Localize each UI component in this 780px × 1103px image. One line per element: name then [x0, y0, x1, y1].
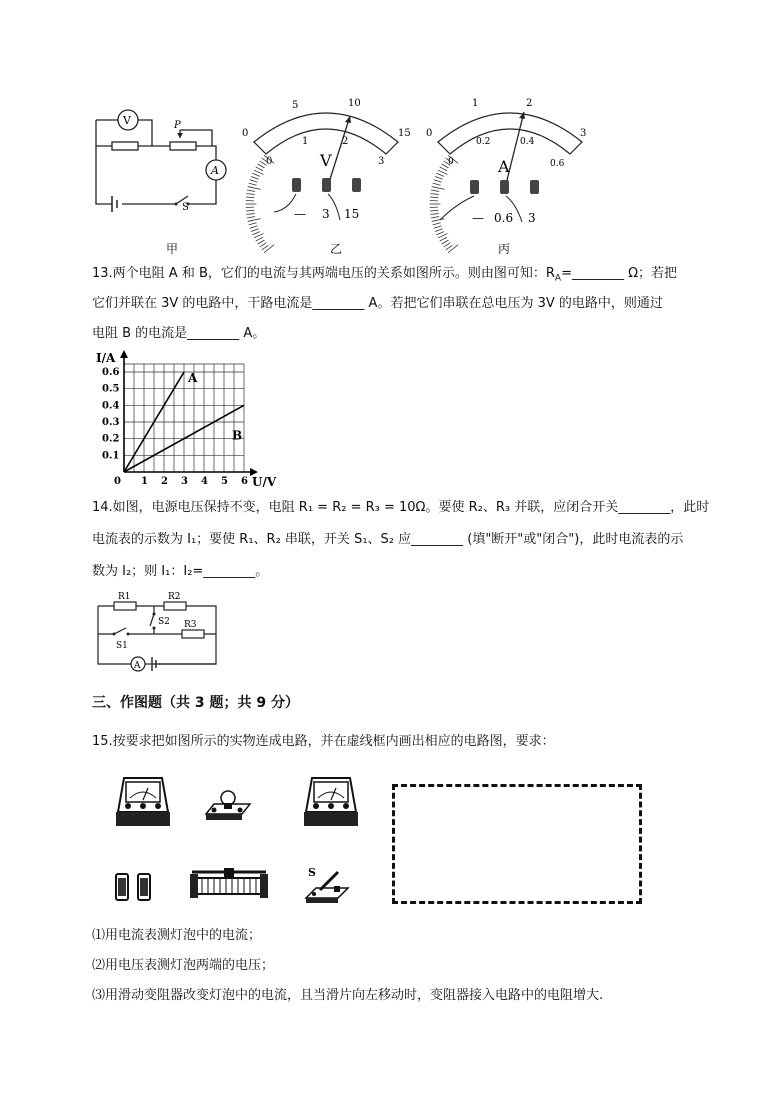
dial-tick — [246, 210, 254, 211]
ammeter-symbol: A — [211, 164, 219, 177]
battery-device-icon — [116, 874, 150, 900]
y-tick-label: 0.5 — [102, 383, 120, 395]
y-axis-title: I/A — [96, 351, 116, 365]
a-inner-04: 0.4 — [520, 137, 535, 147]
dial-tick — [246, 193, 254, 194]
a-outer-3: 3 — [580, 128, 587, 139]
dial-tick — [431, 217, 439, 218]
dial-tick — [260, 243, 267, 247]
dial-tick — [264, 245, 274, 253]
dial-tick — [258, 240, 265, 244]
v-inner-3: 3 — [378, 156, 385, 167]
q15-req1: ⑴用电流表测灯泡中的电流； — [92, 928, 262, 943]
voltmeter-device-icon — [304, 778, 358, 826]
dial-tick — [432, 187, 445, 190]
v-outer-15: 15 — [398, 128, 411, 139]
q13-line1 — [92, 264, 677, 289]
figure-label-jia: 甲 — [166, 242, 179, 256]
q14-line3: 数为 I₂；则 I₁：I₂=________。 — [92, 564, 269, 579]
q15-req2: ⑵用电压表测灯泡两端的电压； — [92, 958, 275, 973]
x-tick-label: 2 — [161, 476, 168, 487]
q13-line1-text: 13.两个电阻 A 和 B，它们的电流与其两端电压的关系如图所示。则由图可知：R — [92, 266, 555, 281]
dial-tick — [440, 237, 447, 241]
q15-equipment-figure — [110, 770, 380, 910]
dial-tick — [431, 190, 439, 191]
circuit-jia-diagram — [92, 108, 232, 218]
dial-tick — [251, 176, 259, 179]
ammeter-label: A — [134, 661, 141, 671]
voltmeter-symbol: V — [123, 114, 131, 127]
switch-label: S — [182, 202, 189, 213]
r3-label: R3 — [184, 620, 197, 630]
a-terminal-3: 3 — [528, 211, 536, 225]
dial-tick — [436, 173, 444, 176]
q15-intro: 15.按要求把如图所示的实物连成电路，并在虚线框内画出相应的电路图，要求： — [92, 734, 555, 749]
rheostat-device-icon — [190, 868, 268, 898]
dial-tick — [436, 232, 444, 235]
v-outer-0: 0 — [242, 128, 249, 139]
dial-tick — [250, 180, 258, 182]
v-terminal-15: 15 — [344, 207, 360, 221]
figure-label-bing: 丙 — [498, 242, 511, 256]
a-inner-0: 0 — [448, 157, 454, 167]
q13-line1-sub: A — [554, 273, 562, 284]
ammeter-device-icon — [116, 778, 170, 826]
dial-tick — [433, 223, 441, 225]
dial-tick — [434, 226, 442, 228]
dial-tick — [432, 219, 445, 222]
section-title: 三、作图题（共 3 题；共 9 分） — [92, 695, 299, 711]
iu-chart — [90, 350, 277, 490]
q13-line1-end: =________ Ω；若把 — [561, 266, 678, 281]
dial-tick — [252, 232, 260, 235]
a-outer-1: 1 — [472, 98, 479, 109]
a-outer-0: 0 — [426, 128, 433, 139]
dial-tick — [430, 210, 438, 211]
y-tick-label: 0.3 — [102, 417, 120, 428]
dial-tick — [448, 245, 458, 253]
switch-device-icon — [306, 866, 348, 903]
x-tick-label: 3 — [181, 476, 188, 487]
lamp-device-icon — [206, 791, 250, 820]
x-tick-label: 6 — [241, 476, 248, 487]
q14-line1: 14.如图，电源电压保持不变，电阻 R₁ = R₂ = R₃ = 10Ω。要使 R₂、R₃ 并联，应闭合开关________，此时 — [92, 500, 710, 515]
q14-circuit-diagram — [94, 590, 224, 672]
voltmeter-dial-symbol: V — [320, 151, 332, 170]
dial-tick — [430, 193, 438, 194]
x-tick-label: 1 — [141, 476, 148, 487]
q13-line2: 它们并联在 3V 的电路中，干路电流是________ A。若把它们串联在总电压为 3V 的电路中，则通过 — [92, 296, 663, 311]
ammeter-dial-diagram — [420, 92, 600, 232]
s2-label: S2 — [158, 617, 170, 627]
dial-tick — [249, 183, 257, 185]
y-axis-arrow — [120, 350, 128, 358]
a-inner-06: 0.6 — [550, 159, 565, 169]
voltmeter-dial-diagram — [236, 92, 416, 232]
x-axis-title: U/V — [252, 475, 277, 489]
x-tick-label: 0 — [114, 476, 121, 487]
dial-tick — [258, 164, 265, 168]
dial-tick — [262, 245, 269, 250]
s1-label: S1 — [116, 641, 128, 651]
y-tick-label: 0.2 — [102, 433, 120, 445]
r1-label: R1 — [118, 592, 131, 602]
dial-tick — [442, 240, 449, 244]
dial-tick — [247, 190, 255, 191]
dial-tick — [251, 229, 259, 232]
series-A-label: A — [188, 371, 198, 385]
a-outer-2: 2 — [526, 98, 533, 109]
y-tick-label: 0.1 — [102, 450, 120, 462]
dial-tick — [247, 217, 255, 218]
dial-tick — [430, 197, 438, 198]
v-inner-2: 2 — [342, 136, 349, 147]
a-terminal-06: 0.6 — [494, 211, 514, 225]
dial-tick — [433, 183, 441, 185]
dial-tick — [246, 213, 254, 214]
dial-tick — [256, 237, 263, 241]
q15-req3: ⑶用滑动变阻器改变灯泡中的电流，且当滑片向左移动时，变阻器接入电路中的电阻增大. — [92, 988, 604, 1003]
a-inner-02: 0.2 — [476, 137, 491, 147]
v-outer-10: 10 — [348, 98, 361, 109]
dial-tick — [444, 243, 451, 247]
dial-tick — [446, 245, 453, 250]
dial-tick — [248, 219, 261, 222]
dial-tick — [430, 213, 438, 214]
dial-tick — [434, 180, 442, 182]
a-terminal-neg: — — [472, 211, 484, 225]
v-outer-5: 5 — [292, 100, 299, 111]
y-tick-label: 0.6 — [102, 367, 120, 378]
dial-tick — [256, 167, 263, 171]
dial-tick — [435, 229, 443, 232]
v-terminal-3: 3 — [322, 207, 330, 221]
figure-label-yi: 乙 — [330, 242, 343, 256]
switch-device-label: S — [308, 866, 316, 879]
dial-tick — [250, 226, 258, 228]
q13-line3: 电阻 B 的电流是________ A。 — [92, 326, 266, 341]
r2-label: R2 — [168, 592, 181, 602]
dial-tick — [252, 173, 260, 176]
answer-box[interactable] — [392, 784, 642, 904]
dial-tick — [246, 197, 254, 198]
v-terminal-neg: — — [294, 207, 306, 221]
v-inner-1: 1 — [302, 136, 309, 147]
dial-tick — [435, 176, 443, 179]
v-inner-0: 0 — [266, 156, 273, 167]
dial-tick — [440, 167, 447, 171]
y-tick-label: 0.4 — [102, 400, 120, 412]
slider-label: P — [174, 120, 181, 131]
x-tick-label: 4 — [201, 476, 208, 487]
x-tick-label: 5 — [221, 476, 228, 487]
series-B-label: B — [232, 428, 243, 443]
ammeter-dial-symbol: A — [498, 157, 510, 176]
dial-tick — [249, 223, 257, 225]
dial-tick — [248, 187, 261, 190]
q14-line2: 电流表的示数为 I₁；要使 R₁、R₂ 串联，开关 S₁、S₂ 应________ (填"断开"或"闭合")，此时电流表的示 — [92, 532, 684, 547]
